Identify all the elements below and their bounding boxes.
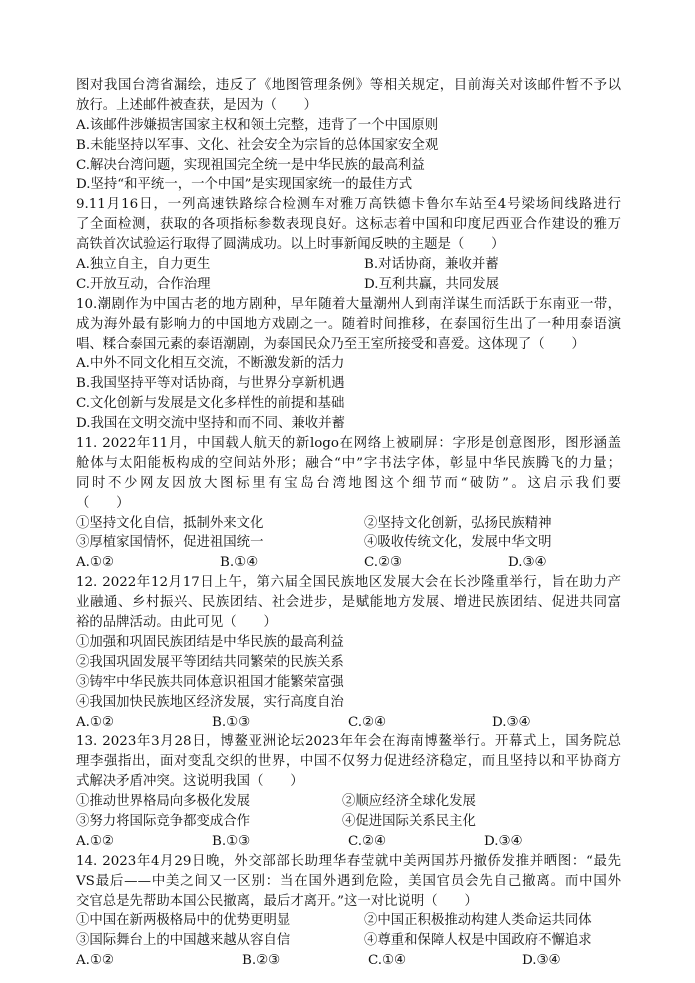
- item-3: ③厚植家国情怀，促进祖国统一: [76, 535, 264, 551]
- choice-c: C.②④: [348, 714, 387, 730]
- question-9: [76, 195, 621, 294]
- choice-b: B.①④: [220, 555, 259, 571]
- options-row: [76, 275, 621, 295]
- option-a: A.该邮件涉嫌损害国家主权和领土完整，违背了一个中国原则: [76, 117, 439, 133]
- choice-a: A.①②: [76, 714, 114, 730]
- choices-row: [76, 553, 621, 573]
- option-d: D.我国在文明交流中坚持和而不同、兼收并蓄: [76, 416, 345, 432]
- question-stem-line: 成为海外最有影响力的中国地方戏剧之一。随着时间推移，在泰国衍生出了一种用泰语演: [76, 316, 621, 332]
- item-1: ①坚持文化自信，抵制外来文化: [76, 515, 264, 531]
- option-b: B.我国坚持平等对话协商，与世界分享新机遇: [76, 376, 345, 392]
- items-row: [76, 792, 621, 812]
- choices-row: [76, 713, 621, 733]
- item-2: ②坚持文化创新，弘扬民族精神: [364, 515, 552, 531]
- exam-page: [76, 76, 621, 971]
- question-stem-line: 舱体与太阳能板构成的空间站外形；融合“中”字书法字体，彰显中华民族腾飞的力量；: [76, 455, 621, 471]
- option-c: C.开放互动，合作治理: [76, 276, 211, 292]
- question-8: [76, 76, 621, 195]
- choices-row: [76, 832, 621, 852]
- items-row: [76, 931, 621, 951]
- items-row: [76, 533, 621, 553]
- question-stem-line: 放行。上述邮件被查获，是因为（ ）: [76, 97, 318, 113]
- item-3: ③努力将国际竞争都变成合作: [76, 813, 251, 829]
- question-stem-line: 9.11月16日，一列高速铁路综合检测车对雅万高铁德卡鲁尔车站至4号梁场间线路进行: [76, 197, 621, 213]
- question-stem-line: VS最后——中美之间又一区别：当在国外遇到危险，美国官员会先自己撤离。而中国外: [76, 873, 621, 889]
- item-1: ①中国在新两极格局中的优势更明显: [76, 913, 291, 929]
- items-row: [76, 812, 621, 832]
- question-stem-line: 理李强指出，面对变乱交织的世界，中国不仅努力促进经济稳定，而且坚持以和平协商方: [76, 754, 621, 770]
- question-stem-line: 图对我国台湾省漏绘，违反了《地图管理条例》等相关规定，目前海关对该邮件暂不予以: [76, 78, 621, 93]
- choice-a: A.①②: [76, 555, 114, 571]
- options-row: [76, 255, 621, 275]
- choice-d: D.③④: [508, 555, 547, 571]
- question-stem-line: 裕的品牌活动。由此可见（ ）: [76, 615, 277, 631]
- choice-b: B.②③: [242, 953, 281, 969]
- question-stem-line: 业融通、乡村振兴、民族团结、社会进步，是赋能地方发展、增进民族团结、促进共同富: [76, 595, 621, 611]
- question-stem-line: 13. 2023年3月28日，博鳌亚洲论坛2023年年会在海南博鳌举行。开幕式上，国务院总: [76, 734, 621, 750]
- question-11: [76, 434, 621, 573]
- choice-c: C.②③: [364, 555, 403, 571]
- question-14: [76, 852, 621, 971]
- choices-row: [76, 951, 621, 971]
- option-d: D.坚持“和平统一，一个中国”是实现国家统一的最佳方式: [76, 177, 413, 193]
- choice-d: D.③④: [522, 953, 561, 969]
- item-3: ③铸牢中华民族共同体意识祖国才能繁荣富强: [76, 674, 344, 690]
- option-c: C.解决台湾问题，实现祖国完全统一是中华民族的最高利益: [76, 157, 425, 173]
- question-stem-line: 了全面检测，获取的各项指标参数表现良好。这标志着中国和印度尼西亚合作建设的雅万: [76, 217, 621, 233]
- question-stem-line: 同时不少网友因放大图标里有宝岛台湾地图这个细节而“破防”。这启示我们要: [76, 475, 621, 491]
- question-10: [76, 295, 621, 434]
- question-stem-line: （ ）: [76, 495, 130, 511]
- item-4: ④尊重和保障人权是中国政府不懈追求: [364, 933, 592, 949]
- option-a: A.中外不同文化相互交流，不断激发新的活力: [76, 356, 345, 372]
- choice-a: A.①②: [76, 833, 114, 849]
- items-row: [76, 514, 621, 534]
- question-stem-line: 11. 2022年11月，中国载人航天的新logo在网络上被刷屏：字形是创意图形，图形涵盖: [76, 436, 621, 452]
- question-12: [76, 573, 621, 732]
- option-d: D.互利共赢，共同发展: [364, 276, 500, 292]
- item-3: ③国际舞台上的中国越来越从容自信: [76, 933, 291, 949]
- choice-c: C.①④: [368, 953, 407, 969]
- question-stem-line: 式解决矛盾冲突。这说明我国（ ）: [76, 774, 304, 790]
- item-4: ④吸收传统文化，发展中华文明: [364, 535, 552, 551]
- option-c: C.文化创新与发展是文化多样性的前提和基础: [76, 396, 345, 412]
- item-2: ②中国正积极推动构建人类命运共同体: [364, 913, 592, 929]
- question-stem-line: 14. 2023年4月29日晚，外交部部长助理华春莹就中美两国苏丹撤侨发推并晒图：“最先: [76, 853, 621, 869]
- choice-a: A.①②: [76, 953, 114, 969]
- item-1: ①加强和巩固民族团结是中华民族的最高利益: [76, 634, 344, 650]
- choice-b: B.①③: [212, 833, 251, 849]
- item-4: ④我国加快民族地区经济发展，实行高度自治: [76, 694, 344, 710]
- question-stem-line: 12. 2022年12月17日上午，第六届全国民族地区发展大会在长沙隆重举行，旨在助力产: [76, 575, 621, 591]
- choice-b: B.①③: [212, 714, 251, 730]
- item-4: ④促进国际关系民主化: [342, 813, 476, 829]
- item-2: ②我国巩固发展平等团结共同繁荣的民族关系: [76, 654, 344, 670]
- choice-d: D.③④: [484, 833, 523, 849]
- choice-d: D.③④: [492, 714, 531, 730]
- item-2: ②顺应经济全球化发展: [342, 794, 476, 810]
- item-1: ①推动世界格局向多极化发展: [76, 794, 251, 810]
- items-row: [76, 911, 621, 931]
- question-stem-line: 高铁首次试验运行取得了圆满成功。以上时事新闻反映的主题是（ ）: [76, 237, 505, 253]
- question-stem-line: 交官总是先帮助本国公民撤离，最后才离开。”这一对比说明（ ）: [76, 893, 478, 909]
- question-13: [76, 732, 621, 851]
- choice-c: C.②④: [348, 833, 387, 849]
- option-b: B.未能坚持以军事、文化、社会安全为宗旨的总体国家安全观: [76, 137, 439, 153]
- question-stem-line: 唱、糅合泰国元素的泰语潮剧，为泰国民众乃至王室所接受和喜爱。这体现了（ ）: [76, 336, 585, 352]
- question-stem-line: 10.潮剧作为中国古老的地方剧种，早年随着大量潮州人到南洋谋生而活跃于东南亚一带，: [76, 296, 621, 312]
- option-b: B.对话协商，兼收并蓄: [364, 257, 499, 273]
- option-a: A.独立自主，自力更生: [76, 257, 211, 273]
